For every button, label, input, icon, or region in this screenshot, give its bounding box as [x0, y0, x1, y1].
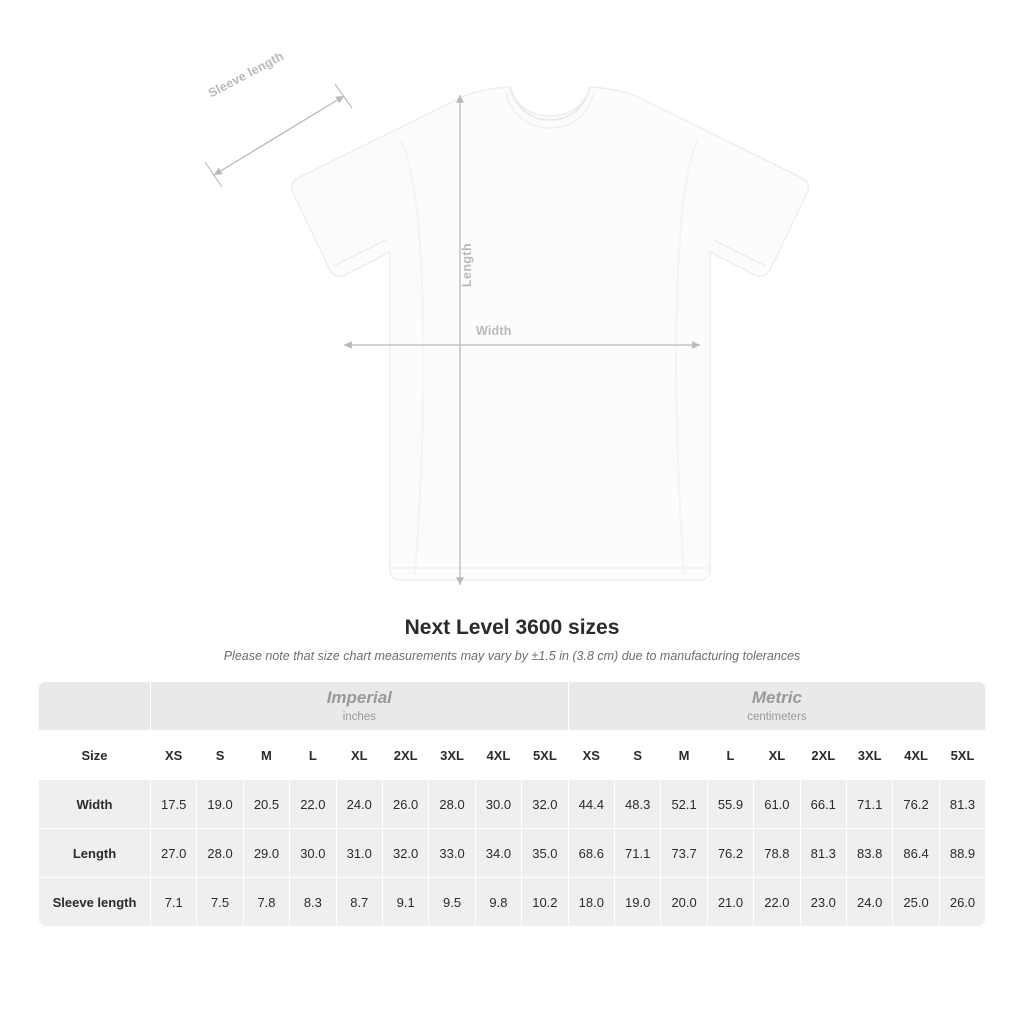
cell: 78.8 [754, 829, 800, 878]
cell: 81.3 [939, 780, 986, 829]
size-row-label: Size [39, 731, 151, 780]
unit-name-imperial: Imperial [326, 688, 392, 708]
cell: 66.1 [800, 780, 846, 829]
cell: 9.1 [382, 878, 428, 927]
width-dimension-label: Width [476, 324, 512, 338]
size-cell: S [197, 731, 243, 780]
cell: 18.0 [568, 878, 614, 927]
size-cell: 4XL [893, 731, 939, 780]
size-cell: 5XL [939, 731, 986, 780]
size-table-wrapper [38, 681, 986, 927]
size-cell: 2XL [800, 731, 846, 780]
row-label-length: Length [39, 829, 151, 878]
cell: 26.0 [382, 780, 428, 829]
size-table [38, 681, 986, 927]
size-cell: M [243, 731, 289, 780]
cell: 55.9 [707, 780, 753, 829]
cell: 71.1 [846, 780, 892, 829]
row-label-width: Width [39, 780, 151, 829]
cell: 83.8 [846, 829, 892, 878]
unit-header-imperial [151, 682, 569, 731]
cell: 44.4 [568, 780, 614, 829]
cell: 32.0 [382, 829, 428, 878]
cell: 20.5 [243, 780, 289, 829]
unit-header-metric [568, 682, 986, 731]
cell: 28.0 [429, 780, 475, 829]
cell: 7.5 [197, 878, 243, 927]
unit-header-blank [39, 682, 151, 731]
size-cell: 4XL [475, 731, 521, 780]
cell: 29.0 [243, 829, 289, 878]
unit-sub-metric: centimeters [747, 710, 807, 723]
size-cell: XS [151, 731, 197, 780]
length-dimension-label: Length [460, 243, 474, 288]
cell: 52.1 [661, 780, 707, 829]
size-cell: 5XL [522, 731, 569, 780]
cell: 30.0 [290, 829, 336, 878]
size-cell: 3XL [429, 731, 475, 780]
cell: 88.9 [939, 829, 986, 878]
cell: 22.0 [290, 780, 336, 829]
sleeve-length-dimension-label: Sleeve length [206, 48, 287, 101]
cell: 30.0 [475, 780, 521, 829]
cell: 32.0 [522, 780, 569, 829]
cell: 17.5 [151, 780, 197, 829]
cell: 9.5 [429, 878, 475, 927]
cell: 81.3 [800, 829, 846, 878]
cell: 76.2 [707, 829, 753, 878]
cell: 24.0 [846, 878, 892, 927]
cell: 76.2 [893, 780, 939, 829]
cell: 8.3 [290, 878, 336, 927]
title-block [0, 616, 1024, 663]
cell: 23.0 [800, 878, 846, 927]
size-cell: 2XL [382, 731, 428, 780]
cell: 10.2 [522, 878, 569, 927]
cell: 27.0 [151, 829, 197, 878]
unit-header-row [39, 682, 986, 731]
table-row [39, 829, 986, 878]
cell: 35.0 [522, 829, 569, 878]
unit-sub-imperial: inches [342, 710, 376, 723]
cell: 73.7 [661, 829, 707, 878]
cell: 61.0 [754, 780, 800, 829]
size-cell: L [290, 731, 336, 780]
cell: 20.0 [661, 878, 707, 927]
cell: 21.0 [707, 878, 753, 927]
cell: 9.8 [475, 878, 521, 927]
cell: 8.7 [336, 878, 382, 927]
cell: 86.4 [893, 829, 939, 878]
size-cell: M [661, 731, 707, 780]
cell: 34.0 [475, 829, 521, 878]
size-cell: XL [754, 731, 800, 780]
cell: 19.0 [197, 780, 243, 829]
unit-name-metric: Metric [751, 688, 802, 708]
cell: 25.0 [893, 878, 939, 927]
cell: 7.8 [243, 878, 289, 927]
cell: 71.1 [615, 829, 661, 878]
cell: 22.0 [754, 878, 800, 927]
tolerance-note: Please note that size chart measurements may vary by ±1.5 in (3.8 cm) due to manufacturing tolerances [223, 649, 801, 663]
size-header-row [39, 731, 986, 780]
cell: 26.0 [939, 878, 986, 927]
table-row [39, 780, 986, 829]
cell: 31.0 [336, 829, 382, 878]
size-cell: 3XL [846, 731, 892, 780]
size-cell: L [707, 731, 753, 780]
cell: 68.6 [568, 829, 614, 878]
cell: 24.0 [336, 780, 382, 829]
cell: 33.0 [429, 829, 475, 878]
size-cell: XL [336, 731, 382, 780]
size-cell: XS [568, 731, 614, 780]
cell: 28.0 [197, 829, 243, 878]
cell: 7.1 [151, 878, 197, 927]
table-row [39, 878, 986, 927]
page-title: Next Level 3600 sizes [404, 616, 620, 639]
cell: 19.0 [615, 878, 661, 927]
size-cell: S [615, 731, 661, 780]
cell: 48.3 [615, 780, 661, 829]
row-label-sleeve-length: Sleeve length [39, 878, 151, 927]
